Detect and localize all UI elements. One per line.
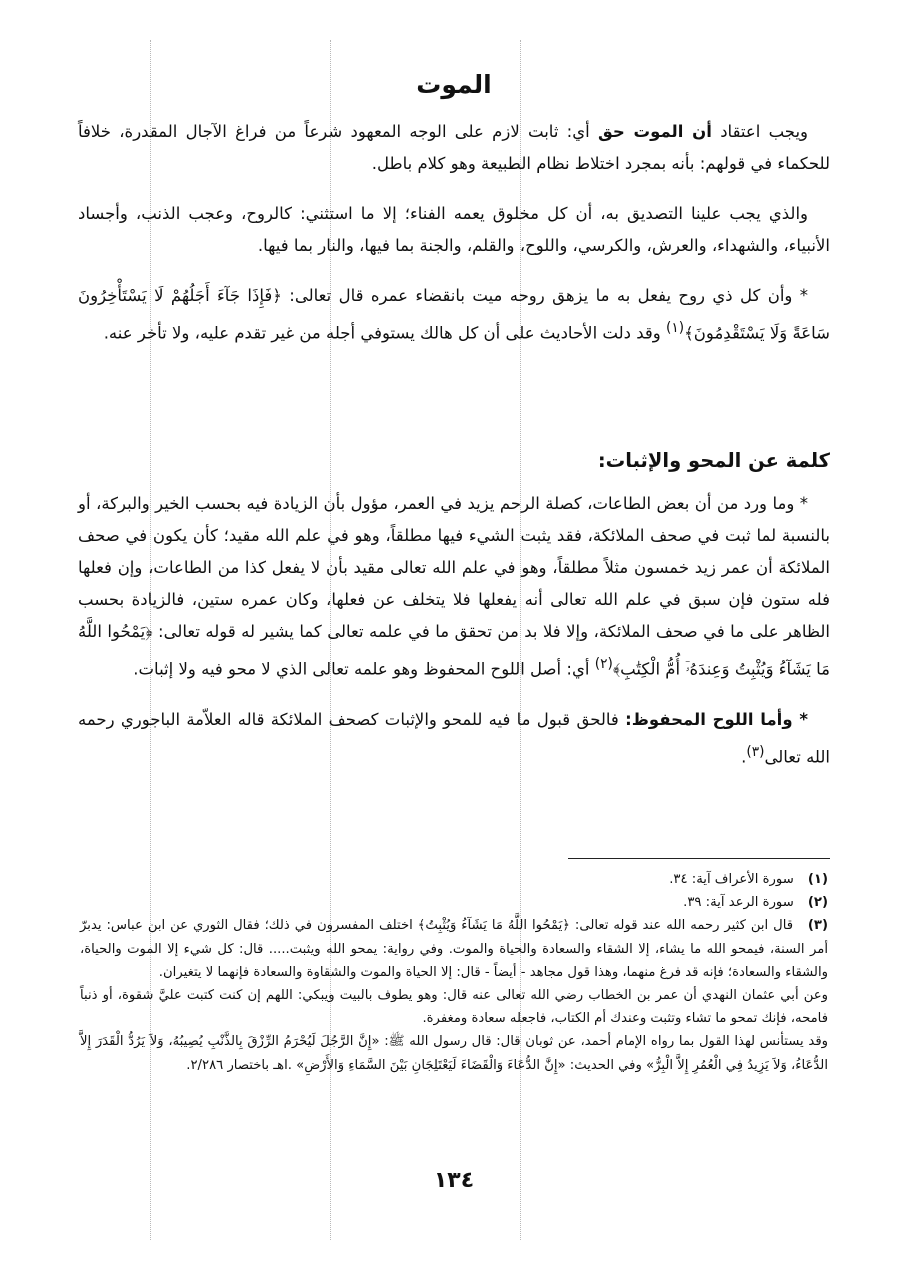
- footnote-3: [80, 914, 828, 984]
- paragraph-lead: * وأن كل ذي روح يفعل به ما يزهق روحه ميت بانقضاء عمره قال تعالى:: [289, 286, 809, 305]
- paragraph-rest: فالحق قبول ما فيه للمحو والإثبات كصحف الملائكة قاله العلاّمة الباجوري رحمه الله تعالى: [78, 709, 830, 766]
- footnote-3-continuation: وقد يستأنس لهذا القول بما رواه الإمام أحمد، عن ثوبان قال: قال رسول الله ﷺ: «إِنَّ الرَّجُلَ لَيُحْرَمُ الرِّزْقَ بِالذَّنْبِ يُصِيبُهُ، وَلاَ يَرُدُّ الْقَدَرَ إِلاَّ الدُّعَاءُ، وَلاَ يَزِيدُ فِي الْعُمُرِ إِلاَّ الْبِرُّ» وفي الحديث: «إِنَّ الدُّعَاءَ وَالْقَضَاءَ لَيَعْتَلِجَانِ بَيْنَ السَّمَاءِ وَالأَرْضِ» .اهـ باختصار ٢/٢٨٦.: [80, 1034, 828, 1073]
- paragraph-erasure-confirmation: [78, 488, 830, 686]
- footnotes: [80, 868, 828, 1077]
- footnote-ref-1[interactable]: (١): [666, 320, 685, 336]
- footnote-ref-2[interactable]: (٢): [594, 656, 613, 672]
- page-number: ١٣٤: [433, 1168, 475, 1193]
- paragraph-rest: وقد دلت الأحاديث على أن كل هالك يستوفي أجله من غير تقدم عليه، ولا تأخر عنه.: [103, 323, 661, 343]
- section-subheading: كلمة عن المحو والإثبات:: [597, 449, 830, 472]
- paragraph-lead: * وما ورد من أن بعض الطاعات، كصلة الرحم يزيد في العمر، مؤول بأن الزيادة فيه بحسب الخير والبركة، أو بالنسبة لما ثبت في صحف الملائكة، فقد يثبت الشيء فيها مطلقاً، وهو في علم الله مقيد؛ كأن يكون في صحف الملائكة أن عمر زيد خمسون مثلاً مطلقاً، وهو في علم الله تعالى مقيد بأن لا يفعل كذا من الطاعات، وإن فعلها فله ستون فإن سبق في علم الله تعالى أنه يفعلها فلا يتخلف عن فعلها، وكان عمره ستين، فالزيادة بحسب الظاهر على ما في صحف الملائكة، وإلا فلا بد من تحقق ما في علمه تعالى كما يشير له قوله تعالى:: [78, 494, 830, 641]
- footnote-text: سورة الرعد آية: ٣٩.: [683, 895, 794, 911]
- bold-phrase: أن الموت حق: [598, 122, 712, 141]
- paragraph-preserved-tablet: [78, 704, 830, 774]
- section-erasure-text: [78, 488, 830, 773]
- quran-verse: ﴿يَمْحُوا اللَّهُ مَا يَشَآءُ وَيُثْبِتُ وَعِندَهُۥٓ أُمُّ الْكِتَٰبِ﴾: [78, 622, 830, 679]
- paragraph-rest: أي: أصل اللوح المحفوظ وهو علمه تعالى الذي لا محو فيه ولا إثبات.: [133, 659, 590, 679]
- paragraph-annihilation: والذي يجب علينا التصديق به، أن كل مخلوق يعمه الفناء؛ إلا ما استثني: كالروح، وعجب الذنب، وأجساد الأنبياء، والشهداء، والعرش، والكرسي، واللوح، والقلم، والجنة بما فيها، والنار بما فيها.: [78, 204, 830, 255]
- bold-phrase: * وأما اللوح المحفوظ:: [625, 709, 808, 729]
- paragraph-rest: أي: ثابت لازم على الوجه المعهود شرعاً من فراغ الآجال المقدرة، خلافاً للحكماء في قولهم: بأنه بمجرد اختلاط نظام الطبيعة وهو كلام باطل.: [78, 122, 830, 173]
- footnote-1: [80, 868, 828, 891]
- paragraph-belief-death: [78, 116, 830, 180]
- footnote-3-continuation: وعن أبي عثمان النهدي أن عمر بن الخطاب رضي الله تعالى عنه قال: وهو يطوف بالبيت ويبكي: اللهم إن كنت كتبت عليَّ شقوة، أو ذنباً فامحه، فإنك تمحو ما تشاء وتثبت وعندك أم الكتاب، فاجعله سعادة ومغفرة.: [80, 988, 828, 1027]
- quran-verse: ﴿فَإِذَا جَآءَ أَجَلُهُمْ لَا يَسْتَأْخِرُونَ سَاعَةً وَلَا يَسْتَقْدِمُونَ﴾: [78, 286, 830, 343]
- footnote-number: (٢): [807, 895, 828, 911]
- footnote-text: سورة الأعراف آية: ٣٤.: [669, 872, 794, 887]
- footnote-2: [80, 891, 828, 914]
- footnote-divider: [568, 858, 830, 859]
- footnote-text: قال ابن كثير رحمه الله عند قوله تعالى: ﴿يَمْحُوا اللَّهُ مَا يَشَآءُ وَيُثْبِتُ﴾ اختلف المفسرون في ذلك؛ فقال الثوري عن ابن عباس: يدبرّ أمر السنة، فيمحو الله ما يشاء، إلا الشقاء والسعادة والحياة والموت. وفي رواية: يمحو الله ويثبت..... قال: كل شيء إلا الموت والحياة، والشقاء والسعادة؛ فإنه قد فرغ منهما، وهذا قول مجاهد - أيضاً - قال: إلا الحياة والموت والشقاوة والسعادة فإنهما لا يتغيران.: [80, 918, 828, 980]
- paragraph-lead: ويجب اعتقاد: [720, 122, 808, 141]
- footnote-ref-3[interactable]: (٣): [746, 743, 765, 760]
- footnote-number: (١): [807, 872, 828, 887]
- footnote-number: (٣): [807, 918, 828, 934]
- page-title: الموت: [416, 70, 492, 99]
- section-death-text: [78, 116, 830, 350]
- paragraph-lifespan: [78, 280, 830, 350]
- paragraph-end: .: [741, 747, 747, 766]
